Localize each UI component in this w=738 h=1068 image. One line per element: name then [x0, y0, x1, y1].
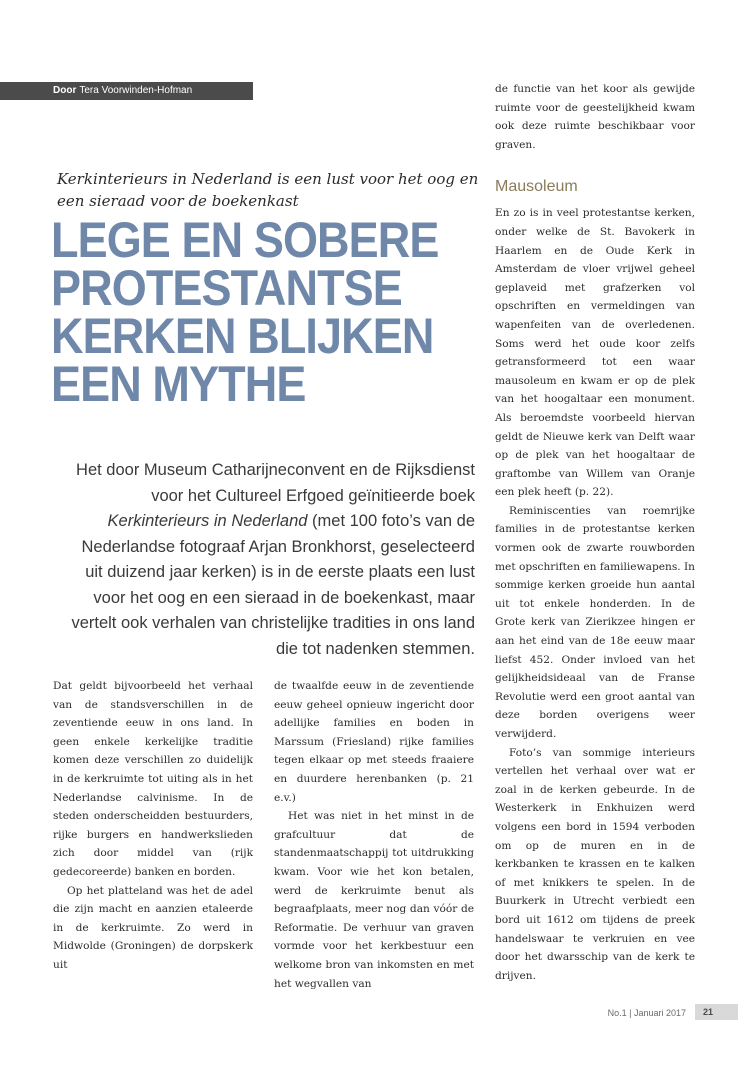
paragraph: Reminiscenties van roemrijke families in de protestantse kerken vormen ook de zwarte rouwborden met opschriften en familiewapens. In sommige kerken groeide hun aantal uit tot enkele honderden. In de Grote kerk van Zierikzee hingen er aan het eind van de 18e eeuw maar liefst 452. Onder invloed van het gelijkheidsideaal van de Franse Revolutie werd een groot aantal van deze borden overigens weer verwijderd. — [495, 504, 695, 740]
paragraph: Dat geldt bijvoorbeeld het verhaal van de standsverschillen in de zeventiende eeuw in ons land. In geen enkele kerkelijke traditie komen deze verschillen zo duidelijk in de kerkruimte tot uiting als in het Nederlandse calvinisme. In de steden onderscheidden bestuurders, rijke burgers en handwerkslieden zich door middel van (rijk gedecoreerde) banken en borden. — [53, 680, 253, 878]
headline-line: LEGE EN SOBERE — [51, 212, 439, 268]
headline-line: KERKEN BLIJKEN — [51, 308, 434, 364]
intro-text: Kerkinterieurs in Nederland is een lust voor het oog en een sieraad voor de boekenkast — [57, 170, 479, 210]
page-number: 21 — [695, 1004, 738, 1020]
paragraph: de twaalfde eeuw in de zeventiende eeuw geheel opnieuw ingericht door adellijke families en boden in Marssum (Friesland) rijke families tegen elkaar op met steeds fraaiere en duurdere herenbanken (p. 21 e.v.) — [274, 680, 474, 804]
author-name: Tera Voorwinden-Hofman — [79, 85, 193, 96]
paragraph: Op het platteland was het de adel die zijn macht en aanzien etaleerde in de kerkruimte. Zo werd in Midwolde (Groningen) de dorpskerk uit — [53, 884, 253, 971]
author-prefix: Door — [53, 85, 77, 96]
body-column-1 — [53, 677, 253, 975]
lede-book-title: Kerkinterieurs in Nederland — [107, 512, 308, 530]
headline — [51, 212, 439, 412]
paragraph: En zo is in veel protestantse kerken, onder welke de St. Bavokerk in Haarlem en de Oude Kerk in Amsterdam de vloer vrijwel geheel geplaveid met grafzerken vol opschriften en vermeldingen van wapenfeiten van de overledenen. Soms werd het oude koor zelfs getransformeerd tot een waar mausoleum en kwam er op de plek van het hoogaltaar een monument. Als beroemdste voorbeeld hiervan geldt de Nieuwe kerk van Delft waar op de plek van het hoogaltaar de graftombe van Willem van Oranje een plek heeft (p. 22). — [495, 207, 695, 499]
paragraph: Foto’s van sommige interieurs vertellen het verhaal over wat er zoal in de kerken gebeurde. In de Westerkerk in Enkhuizen werd volgens een bord in 1594 verboden om op de muren en in de kerkbanken te krassen en te kalken of met knikkers te spelen. In de Buurkerk in Utrecht verbiedt een bord uit 1612 om tijdens de preek handelswaar te verkruien en vee door het dwarsschip van de kerk te drijven. — [495, 746, 695, 982]
body-column-2 — [274, 677, 474, 993]
paragraph: Het was niet in het minst in de grafcultuur dat de standenmaatschappij tot uitdrukking kwam. Voor wie het kon betalen, werd de kerkruimte benut als begraafplaats, meer nog dan vóór de Reformatie. De verhuur van graven vormde voor het kerkbestuur een welkome bron van inkomsten en met het wegvallen van — [274, 810, 474, 990]
lede — [60, 458, 475, 662]
headline-line: EEN MYTHE — [51, 356, 306, 412]
lede-part1: Het door Museum Catharijneconvent en de Rijksdienst voor het Cultureel Erfgoed geïnitieerde boek — [76, 461, 475, 505]
body-column-3 — [495, 80, 695, 985]
footer-issue: No.1 | Januari 2017 — [607, 1008, 686, 1018]
headline-line: PROTESTANTSE — [51, 260, 402, 316]
paragraph: de functie van het koor als gewijde ruimte voor de geestelijkheid kwam ook deze ruimte beschikbaar voor graven. — [495, 83, 695, 151]
author-bar — [0, 82, 253, 100]
subheading-mausoleum: Mausoleum — [495, 178, 578, 196]
lede-part2: (met 100 foto’s van de Nederlandse fotograaf Arjan Bronkhorst, geselecteerd uit duizend jaar kerken) is in de eerste plaats een lust voor het oog en een sieraad in de boekenkast, maar vertelt ook verhalen van christelijke tradities in ons land die tot nadenken stemmen. — [71, 512, 475, 658]
